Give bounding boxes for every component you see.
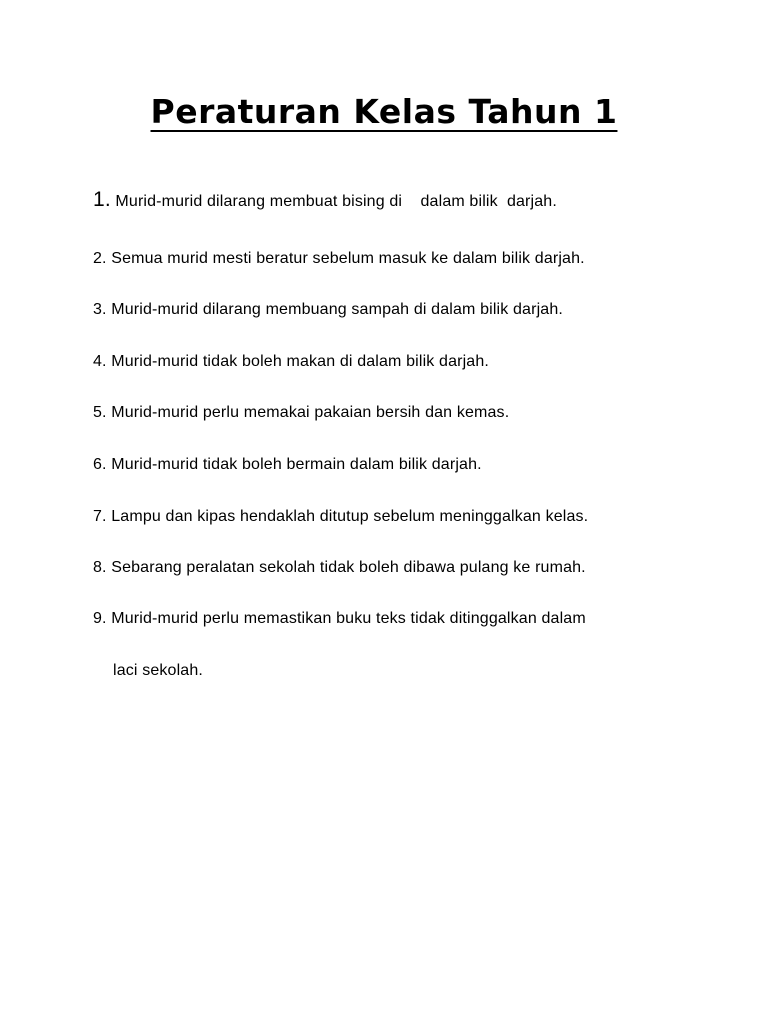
rule-text: Murid-murid dilarang membuat bising di dalam bilik darjah. (110, 193, 557, 210)
rule-number: 7. (93, 508, 107, 525)
rule-text: Sebarang peralatan sekolah tidak boleh dibawa pulang ke rumah. (106, 559, 586, 576)
rule-text: Murid-murid perlu memakai pakaian bersih dan kemas. (106, 404, 510, 421)
rule-text: Murid-murid tidak boleh bermain dalam bilik darjah. (106, 456, 482, 473)
rule-item-4 (93, 352, 713, 372)
rule-item-1 (93, 190, 713, 212)
rule-number: 1. (93, 188, 111, 211)
rule-text: Lampu dan kipas hendaklah ditutup sebelum meninggalkan kelas. (106, 508, 589, 525)
rule-text: Semua murid mesti beratur sebelum masuk ke dalam bilik darjah. (106, 250, 585, 267)
rule-item-7 (93, 507, 713, 527)
rule-number: 4. (93, 353, 107, 370)
rule-text: Murid-murid dilarang membuang sampah di dalam bilik darjah. (106, 301, 563, 318)
rule-number: 3. (93, 301, 107, 318)
rule-number: 5. (93, 404, 107, 421)
rule-number: 2. (93, 250, 107, 267)
rule-item-2 (93, 249, 713, 269)
rule-number: 9. (93, 610, 107, 627)
rule-text: Murid-murid perlu memastikan buku teks tidak ditinggalkan dalam (106, 610, 586, 627)
rule-item-5 (93, 403, 713, 423)
rule-number: 6. (93, 456, 107, 473)
rule-item-3 (93, 300, 713, 320)
document-title (0, 92, 768, 131)
rule-item-6 (93, 455, 713, 475)
rule-text: Murid-murid tidak boleh makan di dalam bilik darjah. (106, 353, 489, 370)
rule-number: 8. (93, 559, 107, 576)
document-title-text: Peraturan Kelas Tahun 1 (150, 92, 618, 131)
rule-item-8 (93, 558, 713, 578)
rule-item-9 (93, 609, 713, 679)
rule-text-continuation: laci sekolah. (113, 662, 203, 679)
